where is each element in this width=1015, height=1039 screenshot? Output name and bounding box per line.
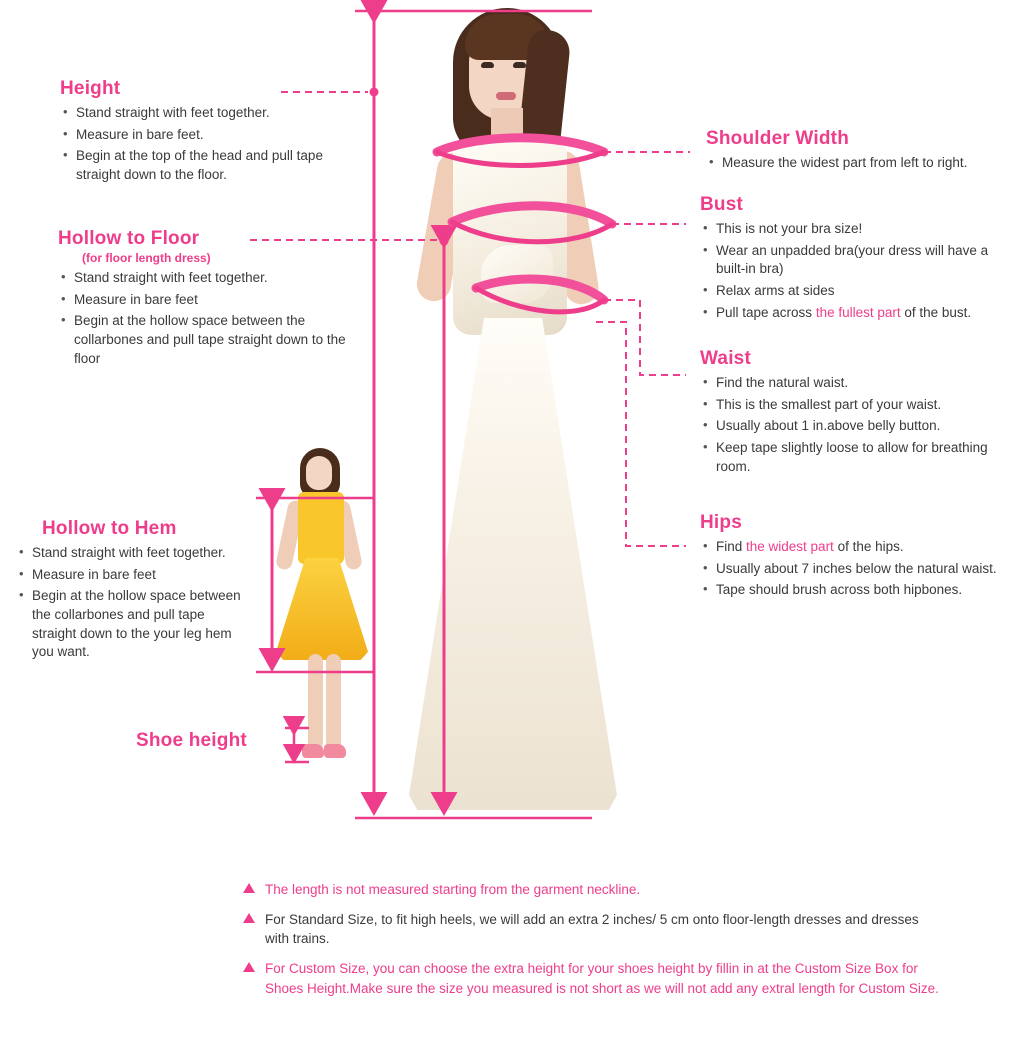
note-3-text: For Custom Size, you can choose the extra height for your shoes height by fillin in at the Custom Size Box for Shoes Height.Make sure the size you measured is not short as we will not add any extral length for Custom Size. <box>265 961 939 996</box>
callout-bust-list <box>700 220 1012 322</box>
callout-hips-list <box>700 538 1012 600</box>
callout-height-list <box>60 104 360 185</box>
callout-height-heading: Height <box>60 78 121 99</box>
callout-height <box>60 78 360 188</box>
callout-hips <box>700 512 1012 603</box>
shoe-left <box>302 744 324 758</box>
callout-shoulder-width-heading: Shoulder Width <box>706 128 849 149</box>
callout-hollow-to-floor-list <box>58 269 358 368</box>
list-item: • Wear an unpadded bra(your dress will have a built-in bra) <box>700 242 1012 279</box>
callout-hollow-to-hem-heading: Hollow to Hem <box>42 518 177 539</box>
eye-right <box>513 62 526 68</box>
list-item: • Measure in bare feet <box>58 291 358 310</box>
warning-triangle-icon <box>243 913 255 923</box>
face <box>306 456 332 490</box>
list-item: • Begin at the hollow space between the collarbones and pull tape straight down to the your leg hem you want. <box>16 587 246 662</box>
list-item: • This is not your bra size! <box>700 220 1012 239</box>
bodice-bow <box>481 245 553 303</box>
warning-triangle-icon <box>243 883 255 893</box>
bodice <box>298 492 344 564</box>
footer-notes <box>243 880 943 1009</box>
list-item: • Measure the widest part from left to right. <box>706 154 1006 173</box>
callout-hollow-to-floor-subheading: (for floor length dress) <box>82 251 211 265</box>
eye-left <box>481 62 494 68</box>
callout-hollow-to-floor-heading: Hollow to Floor <box>58 228 200 249</box>
note-3 <box>243 959 943 997</box>
bodice <box>453 140 567 335</box>
list-item: • Relax arms at sides <box>700 282 1012 301</box>
bride-illustration <box>395 0 655 820</box>
shoe-right <box>324 744 346 758</box>
callout-hips-heading: Hips <box>700 512 742 533</box>
callout-shoe-height-heading: Shoe height <box>136 730 247 751</box>
list-item: • Tape should brush across both hipbones. <box>700 581 1012 600</box>
list-item: • Begin at the hollow space between the collarbones and pull tape straight down to the floor <box>58 312 358 368</box>
list-item-bust-fullest: • Pull tape across the fullest part of the bust. <box>700 304 1012 323</box>
list-item: • Stand straight with feet together. <box>16 544 246 563</box>
skirt <box>276 558 368 660</box>
list-item: • Measure in bare feet <box>16 566 246 585</box>
short-dress-illustration <box>268 448 388 778</box>
leg-left <box>308 654 323 750</box>
list-item: • Measure in bare feet. <box>60 126 360 145</box>
callout-waist <box>700 348 1012 479</box>
note-2 <box>243 910 943 948</box>
list-item: • Begin at the top of the head and pull tape straight down to the floor. <box>60 147 360 184</box>
callout-hollow-to-floor <box>58 228 358 371</box>
callout-shoe-height <box>136 730 247 752</box>
note-1 <box>243 880 943 899</box>
note-1-text: The length is not measured starting from the garment neckline. <box>265 882 641 897</box>
list-item: • Usually about 7 inches below the natural waist. <box>700 560 1012 579</box>
callout-hollow-to-hem <box>16 518 246 665</box>
list-item: • Usually about 1 in.above belly button. <box>700 417 1012 436</box>
callout-shoulder-width <box>706 128 1006 176</box>
highlight-fullest-part: the fullest part <box>815 304 901 320</box>
highlight-widest-part: the widest part <box>746 539 834 554</box>
list-item: • Keep tape slightly loose to allow for breathing room. <box>700 439 1012 476</box>
gown-skirt <box>409 318 617 810</box>
leg-right <box>326 654 341 750</box>
lips <box>496 92 516 100</box>
callout-hollow-to-hem-list <box>16 544 246 662</box>
callout-waist-heading: Waist <box>700 348 751 369</box>
callout-shoulder-width-list <box>706 154 1006 173</box>
note-2-text: For Standard Size, to fit high heels, we will add an extra 2 inches/ 5 cm onto floor-length dresses and dresses with trains. <box>265 912 919 947</box>
list-item: • Find the natural waist. <box>700 374 1012 393</box>
callout-bust-heading: Bust <box>700 194 744 215</box>
warning-triangle-icon <box>243 962 255 972</box>
list-item: • This is the smallest part of your waist. <box>700 396 1012 415</box>
callout-waist-list <box>700 374 1012 476</box>
list-item: • Stand straight with feet together. <box>58 269 358 288</box>
callout-bust <box>700 194 1012 325</box>
list-item: • Stand straight with feet together. <box>60 104 360 123</box>
list-item-hips-widest: • Find the widest part of the hips. <box>700 538 1012 557</box>
